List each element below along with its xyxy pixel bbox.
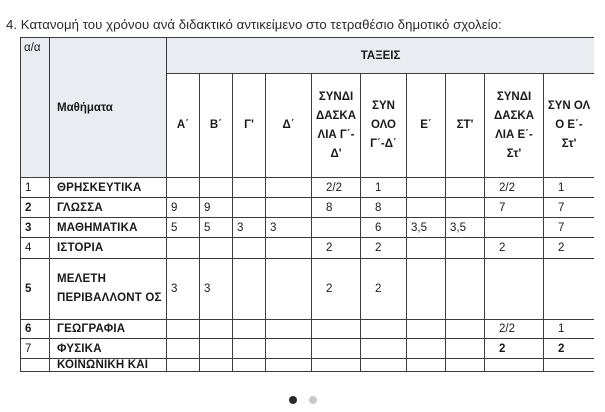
hours-cell: 7 [544, 218, 595, 238]
hours-cell [266, 238, 312, 259]
hours-cell [233, 238, 266, 259]
hours-cell: 7 [485, 198, 544, 218]
row-index: 2 [21, 198, 50, 218]
hours-cell: 2/2 [485, 320, 544, 339]
row-index: 5 [21, 259, 50, 320]
row-index: 3 [21, 218, 50, 238]
column-header: ΣΥΝ ΟΛΟ Γ΄-Δ΄ [361, 74, 407, 178]
column-header: Ε΄ [407, 74, 446, 178]
column-header: Γ' [233, 74, 266, 178]
hours-cell [407, 178, 446, 198]
hours-cell: 1 [361, 178, 407, 198]
hours-cell [167, 339, 200, 359]
hours-cell [485, 359, 544, 372]
hours-cell [266, 359, 312, 372]
hours-cell [446, 238, 485, 259]
hours-cell [167, 320, 200, 339]
page-dot[interactable] [289, 396, 297, 404]
hours-cell [446, 259, 485, 320]
timetable-table-container [20, 37, 594, 384]
table-row [21, 339, 595, 359]
row-index: 7 [21, 339, 50, 359]
hours-cell: 2 [544, 339, 595, 359]
page-dot[interactable] [309, 396, 317, 404]
hours-cell: 3 [266, 218, 312, 238]
hours-cell: 8 [361, 198, 407, 218]
hours-cell: 7 [544, 198, 595, 218]
hours-cell: 3,5 [407, 218, 446, 238]
hours-cell [446, 320, 485, 339]
classes-header: ΤΑΞΕΙΣ [167, 38, 595, 74]
hours-cell [361, 359, 407, 372]
hours-cell: 2 [485, 339, 544, 359]
hours-cell: 6 [361, 218, 407, 238]
hours-cell: 2/2 [312, 178, 361, 198]
hours-cell: 5 [167, 218, 200, 238]
column-header: ΣΥΝΔΙ ΔΑΣΚΑ ΛΙΑ Ε΄-Στ' [485, 74, 544, 178]
hours-cell: 9 [167, 198, 200, 218]
hours-cell: 2 [312, 238, 361, 259]
column-header: ΣΥΝ ΟΛ Ο Ε΄- Στ' [544, 74, 595, 178]
hours-cell [233, 320, 266, 339]
hours-cell [407, 320, 446, 339]
hours-cell [167, 359, 200, 372]
page-indicator [0, 396, 605, 408]
row-index [21, 359, 50, 372]
hours-cell: 2 [312, 259, 361, 320]
column-header: ΣΥΝΔΙ ΔΑΣΚΑ ΛΙΑ Γ΄- Δ' [312, 74, 361, 178]
hours-cell: 2/2 [485, 178, 544, 198]
page-heading: 4. Κατανομή του χρόνου ανά διδακτικό αντικείμενο στο τετραθέσιο δημοτικό σχολείο: [6, 17, 502, 32]
hours-cell [361, 339, 407, 359]
subject-name: ΙΣΤΟΡΙΑ [50, 238, 167, 259]
table-row [21, 238, 595, 259]
subject-name: ΓΕΩΓΡΑΦΙΑ [50, 320, 167, 339]
hours-cell [200, 359, 233, 372]
subject-name: ΜΕΛΕΤΗ ΠΕΡΙΒΑΛΛΟΝΤ ΟΣ [50, 259, 167, 320]
subject-name: ΚΟΙΝΩΝΙΚΗ ΚΑΙ [50, 359, 167, 372]
column-header: Β΄ [200, 74, 233, 178]
hours-cell: 8 [312, 198, 361, 218]
hours-cell [544, 259, 595, 320]
hours-cell [312, 359, 361, 372]
hours-cell: 2 [361, 238, 407, 259]
table-row [21, 320, 595, 339]
hours-cell: 3,5 [446, 218, 485, 238]
hours-cell [200, 339, 233, 359]
hours-cell: 1 [544, 320, 595, 339]
hours-cell: 2 [485, 238, 544, 259]
subject-name: ΜΑΘΗΜΑΤΙΚΑ [50, 218, 167, 238]
hours-cell: 3 [200, 259, 233, 320]
hours-cell [312, 218, 361, 238]
hours-cell: 2 [361, 259, 407, 320]
hours-cell [446, 339, 485, 359]
hours-cell: 3 [167, 259, 200, 320]
hours-cell [167, 238, 200, 259]
hours-cell [361, 320, 407, 339]
table-row [21, 198, 595, 218]
hours-cell [233, 339, 266, 359]
table-row [21, 259, 595, 320]
hours-cell [200, 320, 233, 339]
subject-name: ΦΥΣΙΚΑ [50, 339, 167, 359]
hours-cell [446, 178, 485, 198]
hours-cell [266, 259, 312, 320]
subject-hours-table [20, 37, 594, 372]
hours-cell [485, 218, 544, 238]
table-row [21, 359, 595, 372]
index-header: α/α [21, 38, 50, 178]
row-index: 1 [21, 178, 50, 198]
hours-cell [266, 198, 312, 218]
hours-cell [407, 238, 446, 259]
row-index: 6 [21, 320, 50, 339]
hours-cell [266, 320, 312, 339]
hours-cell: 3 [233, 218, 266, 238]
table-row [21, 178, 595, 198]
column-header: ΣΤ' [446, 74, 485, 178]
hours-cell: 1 [544, 178, 595, 198]
hours-cell [446, 198, 485, 218]
hours-cell [407, 198, 446, 218]
subject-name: ΘΡΗΣΚΕΥΤΙΚΑ [50, 178, 167, 198]
subject-name: ΓΛΩΣΣΑ [50, 198, 167, 218]
hours-cell: 5 [200, 218, 233, 238]
hours-cell [200, 238, 233, 259]
row-index: 4 [21, 238, 50, 259]
hours-cell [233, 359, 266, 372]
hours-cell [266, 178, 312, 198]
hours-cell [233, 198, 266, 218]
hours-cell [312, 320, 361, 339]
hours-cell [407, 359, 446, 372]
hours-cell [266, 339, 312, 359]
hours-cell [407, 259, 446, 320]
subjects-header: Μαθήματα [50, 38, 167, 178]
hours-cell [312, 339, 361, 359]
hours-cell [446, 359, 485, 372]
hours-cell [167, 178, 200, 198]
hours-cell [544, 359, 595, 372]
hours-cell [200, 178, 233, 198]
hours-cell [407, 339, 446, 359]
hours-cell [233, 178, 266, 198]
column-header: Α΄ [167, 74, 200, 178]
table-row [21, 218, 595, 238]
hours-cell: 9 [200, 198, 233, 218]
hours-cell [233, 259, 266, 320]
hours-cell [485, 259, 544, 320]
hours-cell: 2 [544, 238, 595, 259]
column-header: Δ΄ [266, 74, 312, 178]
